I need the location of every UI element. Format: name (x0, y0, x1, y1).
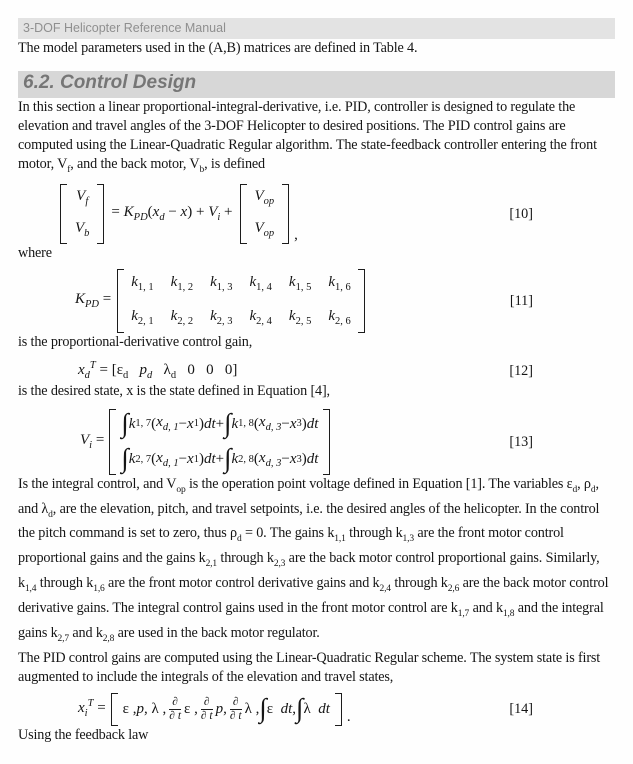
vector-entries (250, 184, 280, 244)
vector-entry-vop-top: $V_{op}$ (254, 187, 275, 207)
matrix-cell: $k_{1, 1}$ (131, 273, 154, 293)
vop-vector (240, 184, 290, 244)
kpd-matrix (117, 269, 365, 333)
left-bracket (240, 184, 247, 244)
vector-entry-vb: $V_b$ (75, 219, 90, 239)
matrix-cell: $k_{1, 6}$ (328, 273, 351, 293)
matrix-cell: $k_{1, 5}$ (288, 273, 312, 293)
page-header-bar (18, 18, 615, 39)
vf-vb-vector (60, 184, 104, 244)
vector-entry-vop-bottom: $V_{op}$ (254, 219, 275, 239)
equation-10-expression: = $K_{PD}(x_d - x) + V_i$ + (111, 203, 233, 223)
equation-14-expression: ε , p , λ , $\frac{\partial}{\partial t}$ ε , $\frac{\partial}{\partial t}$ p , $\frac{\partial}{\partial t}$ λ , ∫ ε dt , ∫ λ dt (122, 693, 330, 724)
left-bracket (109, 409, 116, 475)
equation-14 (78, 693, 615, 726)
equation-14-lhs: $x_i^T$ = (78, 698, 106, 720)
matrix-cell: $k_{1, 4}$ (249, 273, 272, 293)
matrix-cell: $k_{1, 3}$ (210, 273, 233, 293)
pid-gains-paragraph: The PID control gains are computed using the Linear-Quadratic Regular scheme. The system state is first augmented to include the integrals of the elevation and travel states, (18, 649, 601, 685)
section-heading: 6.2. Control Design (18, 71, 615, 98)
equation-11-lhs: $K_{PD}$ = (75, 290, 112, 310)
where-label: where (18, 244, 52, 261)
matrix-cell: $k_{2, 5}$ (288, 308, 312, 328)
header-title: 3-DOF Helicopter Reference Manual (23, 21, 226, 35)
vector-entry-vf: $V_f$ (76, 187, 89, 207)
matrix-cell: $k_{1, 2}$ (170, 273, 194, 293)
equation-11-number: [11] (509, 292, 533, 309)
integral-rows (119, 409, 320, 475)
equation-13 (80, 409, 615, 475)
equation-10-number: [10] (509, 205, 533, 222)
matrix-cells (127, 269, 355, 333)
matrix-cell: $k_{2, 6}$ (328, 308, 351, 328)
right-bracket (335, 693, 342, 726)
matrix-cell: $k_{2, 4}$ (249, 308, 272, 328)
integral-control-paragraph: Is the integral control, and $V_{op}$ is the operation point voltage defined in Equation [1]. The variables $\varepsilon_d$, $\rho_d$, and $\lambda_d$, are the elevation, pitch, and travel setpoints, i.e. the desired angles of the helicopter. In the control the pitch command is set to zero, thus $\rho_d = 0$. The gains $k_{1,1}$ through $k_{1,3}$ are the front motor control proportional gains and the gains $k_{2,1}$ through $k_{2,3}$ are the back motor control proportional gains. Similarly, $k_{1,4}$ through $k_{1,6}$ are the front motor control derivative gains and $k_{2,4}$ through $k_{2,6}$ are the back motor control derivative gains. The integral control gains used in the front motor control are $k_{1,7}$ and $k_{1,8}$ and the integral gains $k_{2,7}$ and $k_{2,8}$ are used in the back motor regulator. (18, 475, 609, 644)
feedback-law-text: Using the feedback law (18, 726, 149, 743)
equation-12 (78, 360, 615, 382)
control-design-paragraph: In this section a linear proportional-integral-derivative, i.e. PID, controller is designed to regulate the elevation and travel angles of the 3-DOF Helicopter to desired positions. The PID control gains are computed using the Linear-Quadratic Regular algorithm. The state-feedback controller entering the front motor, $V_f$, and the back motor, $V_b$, is defined (18, 99, 597, 175)
pd-gain-caption: is the proportional-derivative control gain, (18, 334, 253, 351)
vi-vector (109, 409, 330, 475)
matrix-cell: $k_{2, 2}$ (170, 308, 194, 328)
integral-row-1: ∫ k 1, 7 ( $x_{d, 1}$ − x 1 ) dt + ∫ k 1, 8 ( $x_{d, 3}$ − x 3 ) dt (121, 408, 319, 439)
matrix-cell: $k_{2, 1}$ (131, 308, 154, 328)
trailing-comma: , (294, 226, 298, 243)
equation-13-number: [13] (509, 433, 533, 450)
left-bracket (60, 184, 67, 244)
desired-state-caption: is the desired state, x is the state defined in Equation [4], (18, 383, 330, 400)
intro-paragraph: The model parameters used in the (A,B) matrices are defined in Table 4. (18, 40, 418, 56)
right-bracket (97, 184, 104, 244)
equation-14-number: [14] (509, 701, 533, 718)
right-bracket (282, 184, 289, 244)
integral-row-2: ∫ k 2, 7 ( $x_{d, 1}$ − x 1 ) dt + ∫ k 2, 8 ( $x_{d, 3}$ − x 3 ) dt (121, 443, 319, 474)
equation-12-expression: $x_d^T = [\varepsilon_d$ $p_d$ $\lambda_d$ 0 0 0] (78, 360, 238, 382)
augmented-state-vector (111, 693, 342, 726)
equation-12-number: [12] (509, 362, 533, 379)
equation-13-lhs: $V_i$ = (80, 431, 105, 451)
equation-10 (60, 184, 615, 244)
trailing-period: . (346, 708, 351, 725)
right-bracket (323, 409, 330, 475)
left-bracket (117, 269, 124, 333)
right-bracket (358, 269, 365, 333)
matrix-cell: $k_{2, 3}$ (210, 308, 233, 328)
equation-11 (75, 269, 615, 333)
left-bracket (111, 693, 118, 726)
vector-entries (70, 184, 94, 244)
